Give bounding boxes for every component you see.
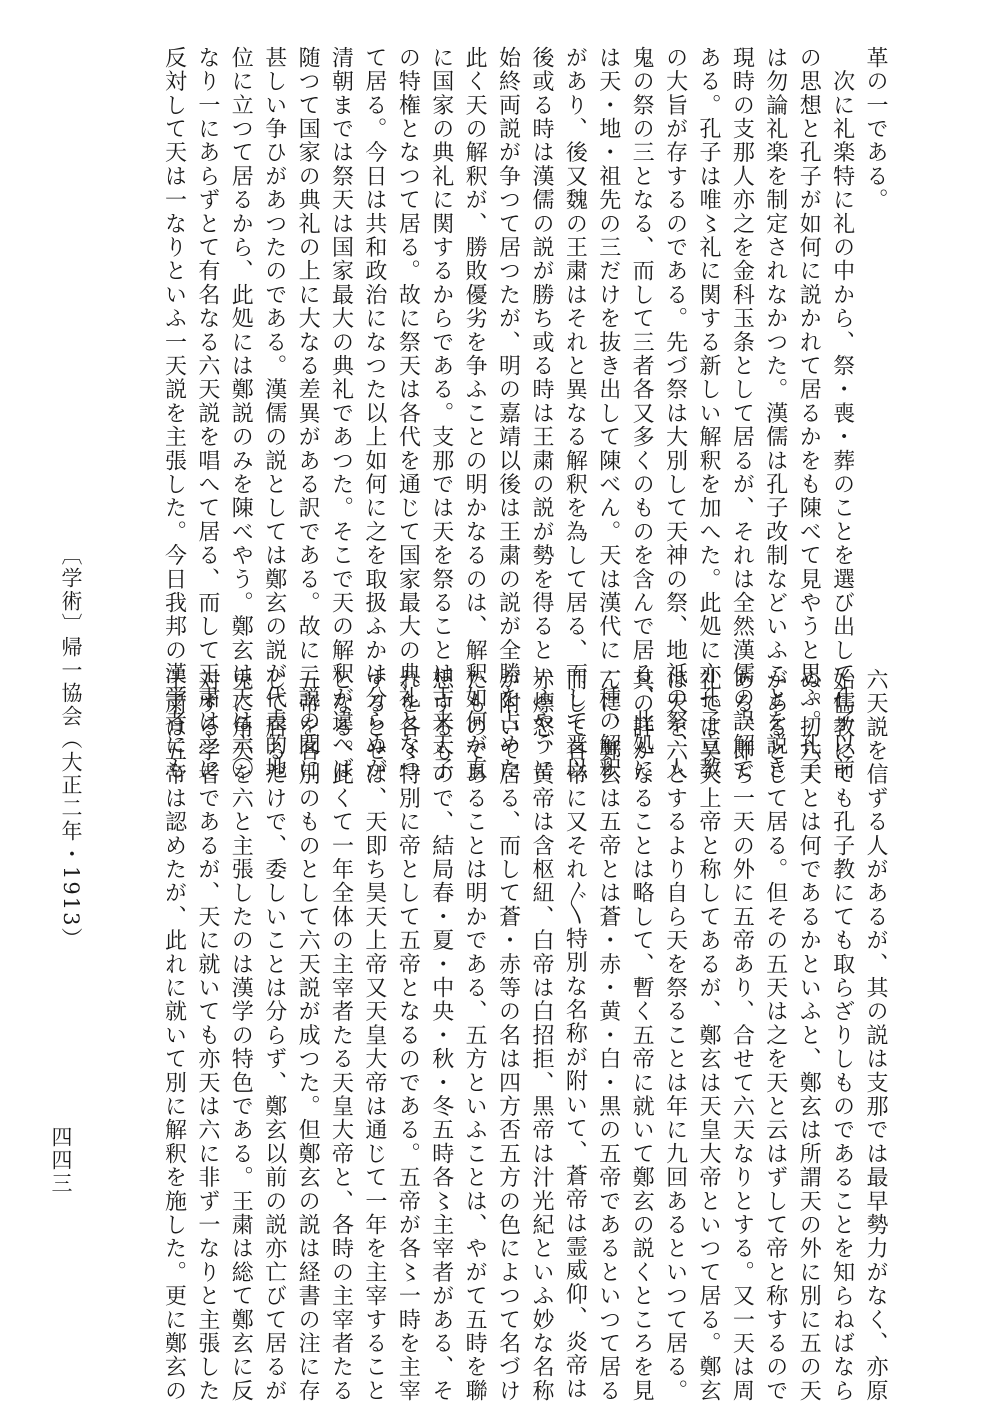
text-line: は天を六とするより自ら天を祭ることは年に九回あるといつて居る。 [662, 668, 688, 1403]
text-line: となる。此くて一年全体の主宰者たる天皇大帝と、各時の主宰者たる [328, 668, 354, 1403]
text-line: 後或る時は漢儒の説が勝ち或る時は王粛の説が勢を得るといふやうに [528, 46, 554, 781]
text-line: するとせば、天即ち昊天上帝又天皇大帝は通じて一年を主宰すること [361, 668, 387, 1403]
text-line: 反対して天は一なりといふ一天説を主張した。今日我邦の漢学者にも [161, 46, 187, 781]
text-line: て居る。今日は共和政治になつた以上如何に之を取扱ふかは分らぬが [361, 46, 387, 781]
header-section: 〔学術〕 [59, 544, 83, 636]
text-line: 王粛は五帝は認めたが、此れに就いて別に解釈を施した。更に鄭玄の [161, 668, 187, 1403]
text-line: たものであることは明かである、五方といふことは、やがて五時を聯 [462, 668, 488, 1403]
header-organization: 帰一協会 [59, 636, 83, 728]
text-line: の思想と孔子が如何に説かれて居るかをも陳べて見やうと思ふ。孔子 [796, 46, 822, 781]
text-line: ぬ。扨六天とは何であるかといふと、鄭玄は所謂天の外に別に五の天 [796, 668, 822, 1403]
text-line: 現時の支那人亦之を金科玉条として居るが、それは全然漢儒の誤解で [729, 46, 755, 781]
text-line: なり一にあらずとて有名なる六天説を唱へて居る、而して王粛は之に [194, 46, 220, 781]
text-line: れを各〻特別に帝として五帝となるのである。五帝が各〻一時を主宰 [395, 668, 421, 1403]
text-line: 赤熛怒、黄帝は含枢紐、白帝は白招拒、黒帝は汁光紀といふ妙な名称 [528, 668, 554, 1403]
text-line: 五帝を各別のものとして六天説が成つた。但鄭玄の説は経書の注に存 [295, 668, 321, 1403]
text-line: 随つて国家の典礼の上に大なる差異がある訳である。故に二説の間に [295, 46, 321, 781]
text-line: 此く天の解釈が、勝敗優劣を争ふことの明かなるのは、解釈如何が直 [462, 46, 488, 781]
text-line: 次に礼楽特に礼の中から、祭・喪・葬のことを選び出して孔子以前 [829, 46, 855, 781]
text-line: は天・地・祖先の三だけを抜き出して陳べん。天は漢代に一種の解釈 [595, 46, 621, 781]
text-line: じて居るだけで、委しいことは分らず、鄭玄以前の説亦亡びて居るが [261, 668, 287, 1403]
upper-text-block [92, 46, 892, 781]
text-line: に国家の典礼に関するからである。支那では天を祭ることは古来天子 [428, 46, 454, 781]
text-line: 位に立つて居るから、此処には鄭説のみを陳べやう。鄭玄は天は六〇 [228, 46, 254, 781]
text-line: 其の詳かなることは略して、暫く五帝に就いて鄭玄の説くところを見 [629, 668, 655, 1403]
text-line: 革の一である。 [863, 46, 888, 212]
text-line: の大旨が存するのである。先づ祭は大別して天神の祭、地祇の祭、人 [662, 46, 688, 781]
text-line: 甚しい争ひがあつたのである。漢儒の説としては鄭玄の説が代表的地 [261, 46, 287, 781]
text-line: があるとして居る。但その五天は之を天と云はずして帝と称するので [762, 668, 788, 1403]
text-line: 対する学者であるが、天に就いても亦天は六に非ず一なりと主張した [194, 668, 220, 1403]
text-line: 而して各帝に又それ〴〵特別な名称が附いて、蒼帝は霊威仰、炎帝は [562, 668, 588, 1401]
text-line: 清朝までは祭天は国家最大の典礼であつた。そこで天の解釈が違へば [328, 46, 354, 781]
text-line: 想するもので、結局春・夏・中央・秋・冬五時各〻主宰者がある、そ [428, 668, 454, 1403]
text-line: 六天説を信ずる人があるが、其の説は支那では最早勢力がなく、亦原 [863, 668, 888, 1403]
text-line: 鬼の祭の三となる、而して三者各又多くのものを含んで居る、此処に [629, 46, 655, 781]
text-line: んに、鄭玄は五帝とは蒼・赤・黄・白・黒の五帝であるといつて居る [595, 668, 621, 1403]
text-line: 始終両説が争つて居つたが、明の嘉靖以後は王粛の説が全勝を占めた [495, 46, 521, 781]
text-line: の特権となつて居る。故に祭天は各代を通じて国家最大の典礼となつ [395, 46, 421, 781]
lower-text-block [161, 668, 892, 1403]
text-line: は勿論礼楽を制定されなかつた。漢儒は孔子改制などいふことを説き [762, 46, 788, 781]
text-line: 礼では昊天上帝と称してあるが、鄭玄は天皇大帝といつて居る。鄭玄 [695, 668, 721, 1403]
text-line: が附いて居る、而して蒼・赤等の名は四方否五方の色によつて名づけ [495, 668, 521, 1403]
text-line: があり、後又魏の王粛はそれと異なる解釈を為して居る、而して晋以 [562, 46, 588, 781]
header-year: （大正二年・1913） [59, 728, 83, 951]
text-line: ある、即ち一天の外に五帝あり、合せて六天なりとする。又一天は周 [729, 668, 755, 1403]
page-number: 四四三 [49, 1126, 73, 1195]
text-line: 兎に角天を六と主張したのは漢学の特色である。王粛は総て鄭玄に反 [228, 668, 254, 1403]
running-header [56, 544, 86, 950]
text-line: ある。孔子は唯〻礼に関する新しい解釈を加へた。此処に亦孔子立教 [695, 46, 721, 781]
text-line: 始儒教にても孔子教にても取らざりしものであることを知らねばなら [829, 668, 855, 1403]
